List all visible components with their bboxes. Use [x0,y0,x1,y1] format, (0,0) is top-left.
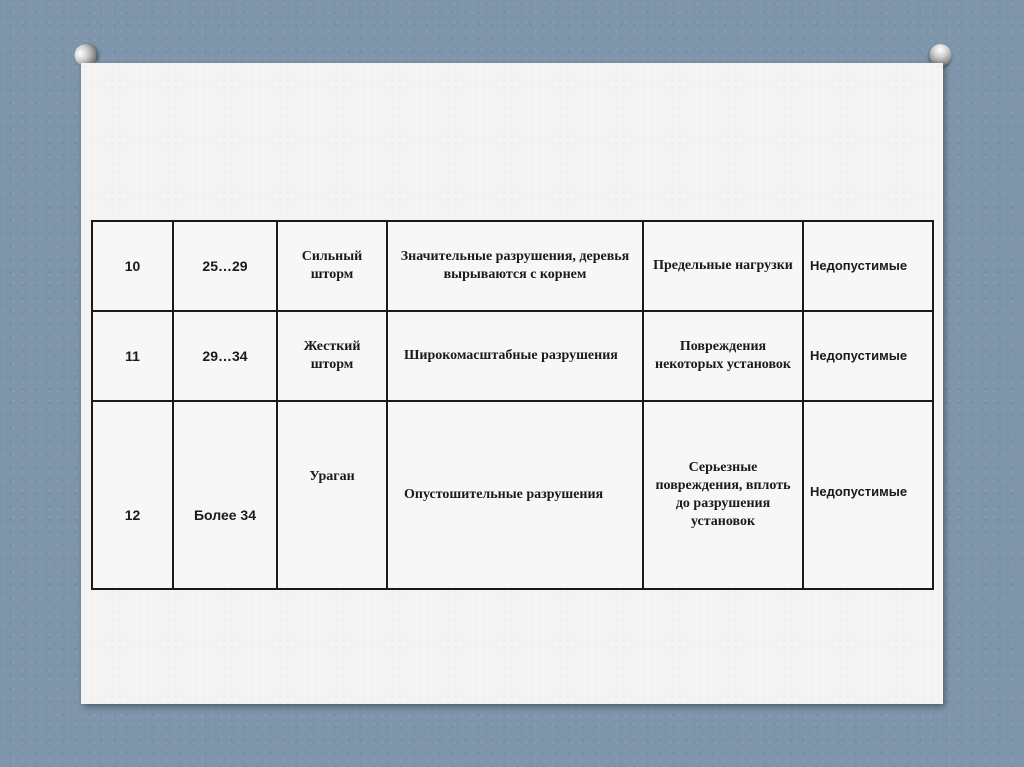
assessment: Недопустимые [803,311,933,401]
load-effect: Предельные нагрузки [643,221,803,311]
wind-speed: 25…29 [173,221,277,311]
wind-scale-table [91,220,934,590]
wind-description: Опустошительные разрушения [387,401,643,589]
wind-name: Сильный шторм [277,221,387,311]
wind-name: Жесткий шторм [277,311,387,401]
row-number: 11 [92,311,173,401]
wind-description: Значительные разрушения, деревья вырываются с корнем [387,221,643,311]
load-effect: Повреждения некоторых установок [643,311,803,401]
load-effect: Серьезные повреждения, вплоть до разрушения установок [643,401,803,589]
table-row [92,221,933,311]
wind-description: Широкомасштабные разрушения [387,311,643,401]
table-row [92,401,933,589]
wind-speed: 29…34 [173,311,277,401]
row-number: 12 [92,401,173,589]
assessment: Недопустимые [803,221,933,311]
table-row [92,311,933,401]
assessment: Недопустимые [803,401,933,589]
wind-speed: Более 34 [173,401,277,589]
wind-name: Ураган [277,401,387,589]
row-number: 10 [92,221,173,311]
